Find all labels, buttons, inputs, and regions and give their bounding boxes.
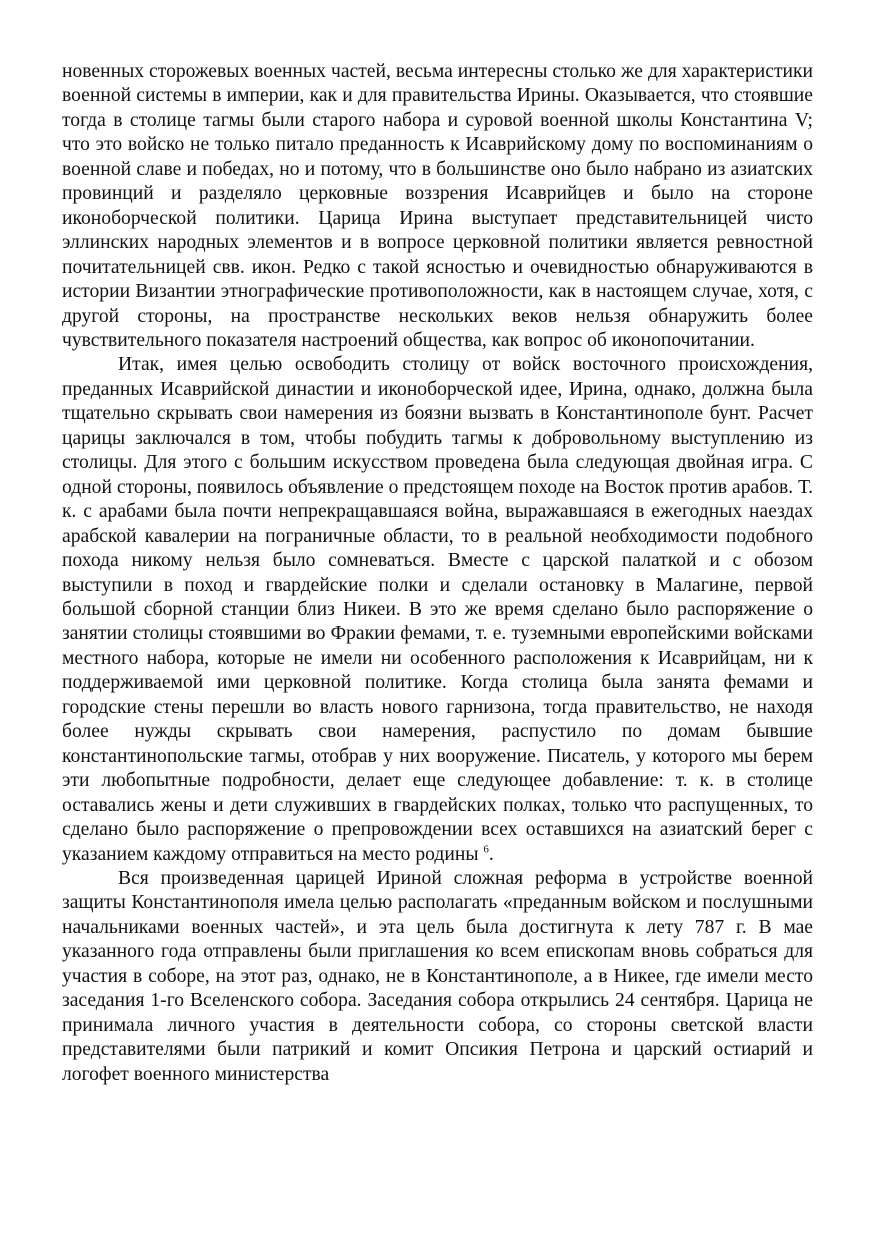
paragraph-1-text: новенных сторожевых военных частей, весьма интересны столько же для характеристики военной системы в империи, как и для правительства Ирины. Оказывается, что стоявшие тогда в столице тагмы были старого набора и суровой военной школы Константина V; что это войско не только питало преданность к Исаврийскому дому по воспоминаниям о военной славе и победах, но и потому, что в большинстве оно было набрано из азиатских провинций и разделяло церковные воззрения Исаврийцев и было на стороне иконоборческой политики. Царица Ирина выступает представительницей чисто эллинских народных элементов и в вопросе церковной политики является ревностной почитательницей свв. икон. Редко с такой ясностью и очевидностью обнаруживаются в истории Византии этнографические противоположности, как в настоящем случае, хотя, с другой стороны, на пространстве нескольких веков нельзя обнаружить более чувствительного показателя настроений общества, как вопрос об иконопочитании. xyxy=(62,61,813,351)
paragraph-2 xyxy=(62,353,813,867)
document-page xyxy=(62,60,813,1087)
paragraph-3-text: Вся произведенная царицей Ириной сложная реформа в устройстве военной защиты Константинополя имела целью располагать «преданным войском и послушными начальниками военных частей», и эта цель была достигнута к лету 787 г. В мае указанного года отправлены были приглашения ко всем епископам вновь собраться для участия в соборе, на этот раз, однако, не в Константинополе, а в Никее, где имели место заседания 1-го Вселенского собора. Заседания собора открылись 24 сентября. Царица не принимала личного участия в деятельности собора, со стороны светской власти представителями были патрикий и комит Опсикия Петрона и царский остиарий и логофет военного министерства xyxy=(62,867,813,1085)
paragraph-3 xyxy=(62,867,813,1087)
paragraph-2-tail: . xyxy=(488,843,494,865)
paragraph-2-text: Итак, имея целью освободить столицу от войск восточного происхождения, преданных Исаврийской династии и иконоборческой идее, Ирина, однако, должна была тщательно скрывать свои намерения из боязни вызвать в Константинополе бунт. Расчет царицы заключался в том, чтобы побудить тагмы к добровольному выступлению из столицы. Для этого с большим искусством проведена была следующая двойная игра. С одной стороны, появилось объявление о предстоящем походе на Восток против арабов. Т. к. с арабами была почти непрекращавшаяся война, выражавшаяся в ежегодных наездах арабской кавалерии на пограничные области, то в реальной необходимости подобного похода никому нельзя было сомневаться. Вместе с царской палаткой и с обозом выступили в поход и гвардейские полки и сделали остановку в Малагине, первой большой сборной станции близ Никеи. В это же время сделано было распоряжение о занятии столицы стоявшими во Фракии фемами, т. е. туземными европейскими войсками местного набора, которые не имели ни особенного расположения к Исаврийцам, ни к поддерживаемой ими церковной политике. Когда столица была занята фемами и городские стены перешли во власть нового гарнизона, тогда правительство, не находя более нужды скрывать свои намерения, распустило по домам бывшие константинопольские тагмы, отобрав у них вооружение. Писатель, у которого мы берем эти любопытные подробности, делает еще следующее добавление: т. к. в столице оставались жены и дети служивших в гвардейских полках, только что распущенных, то сделано было распоряжение о препровождении всех оставшихся на азиатский берег с указанием каждому отправиться на место родины xyxy=(62,354,813,865)
footnote-marker[interactable]: 6 xyxy=(483,842,489,855)
paragraph-1 xyxy=(62,60,813,353)
